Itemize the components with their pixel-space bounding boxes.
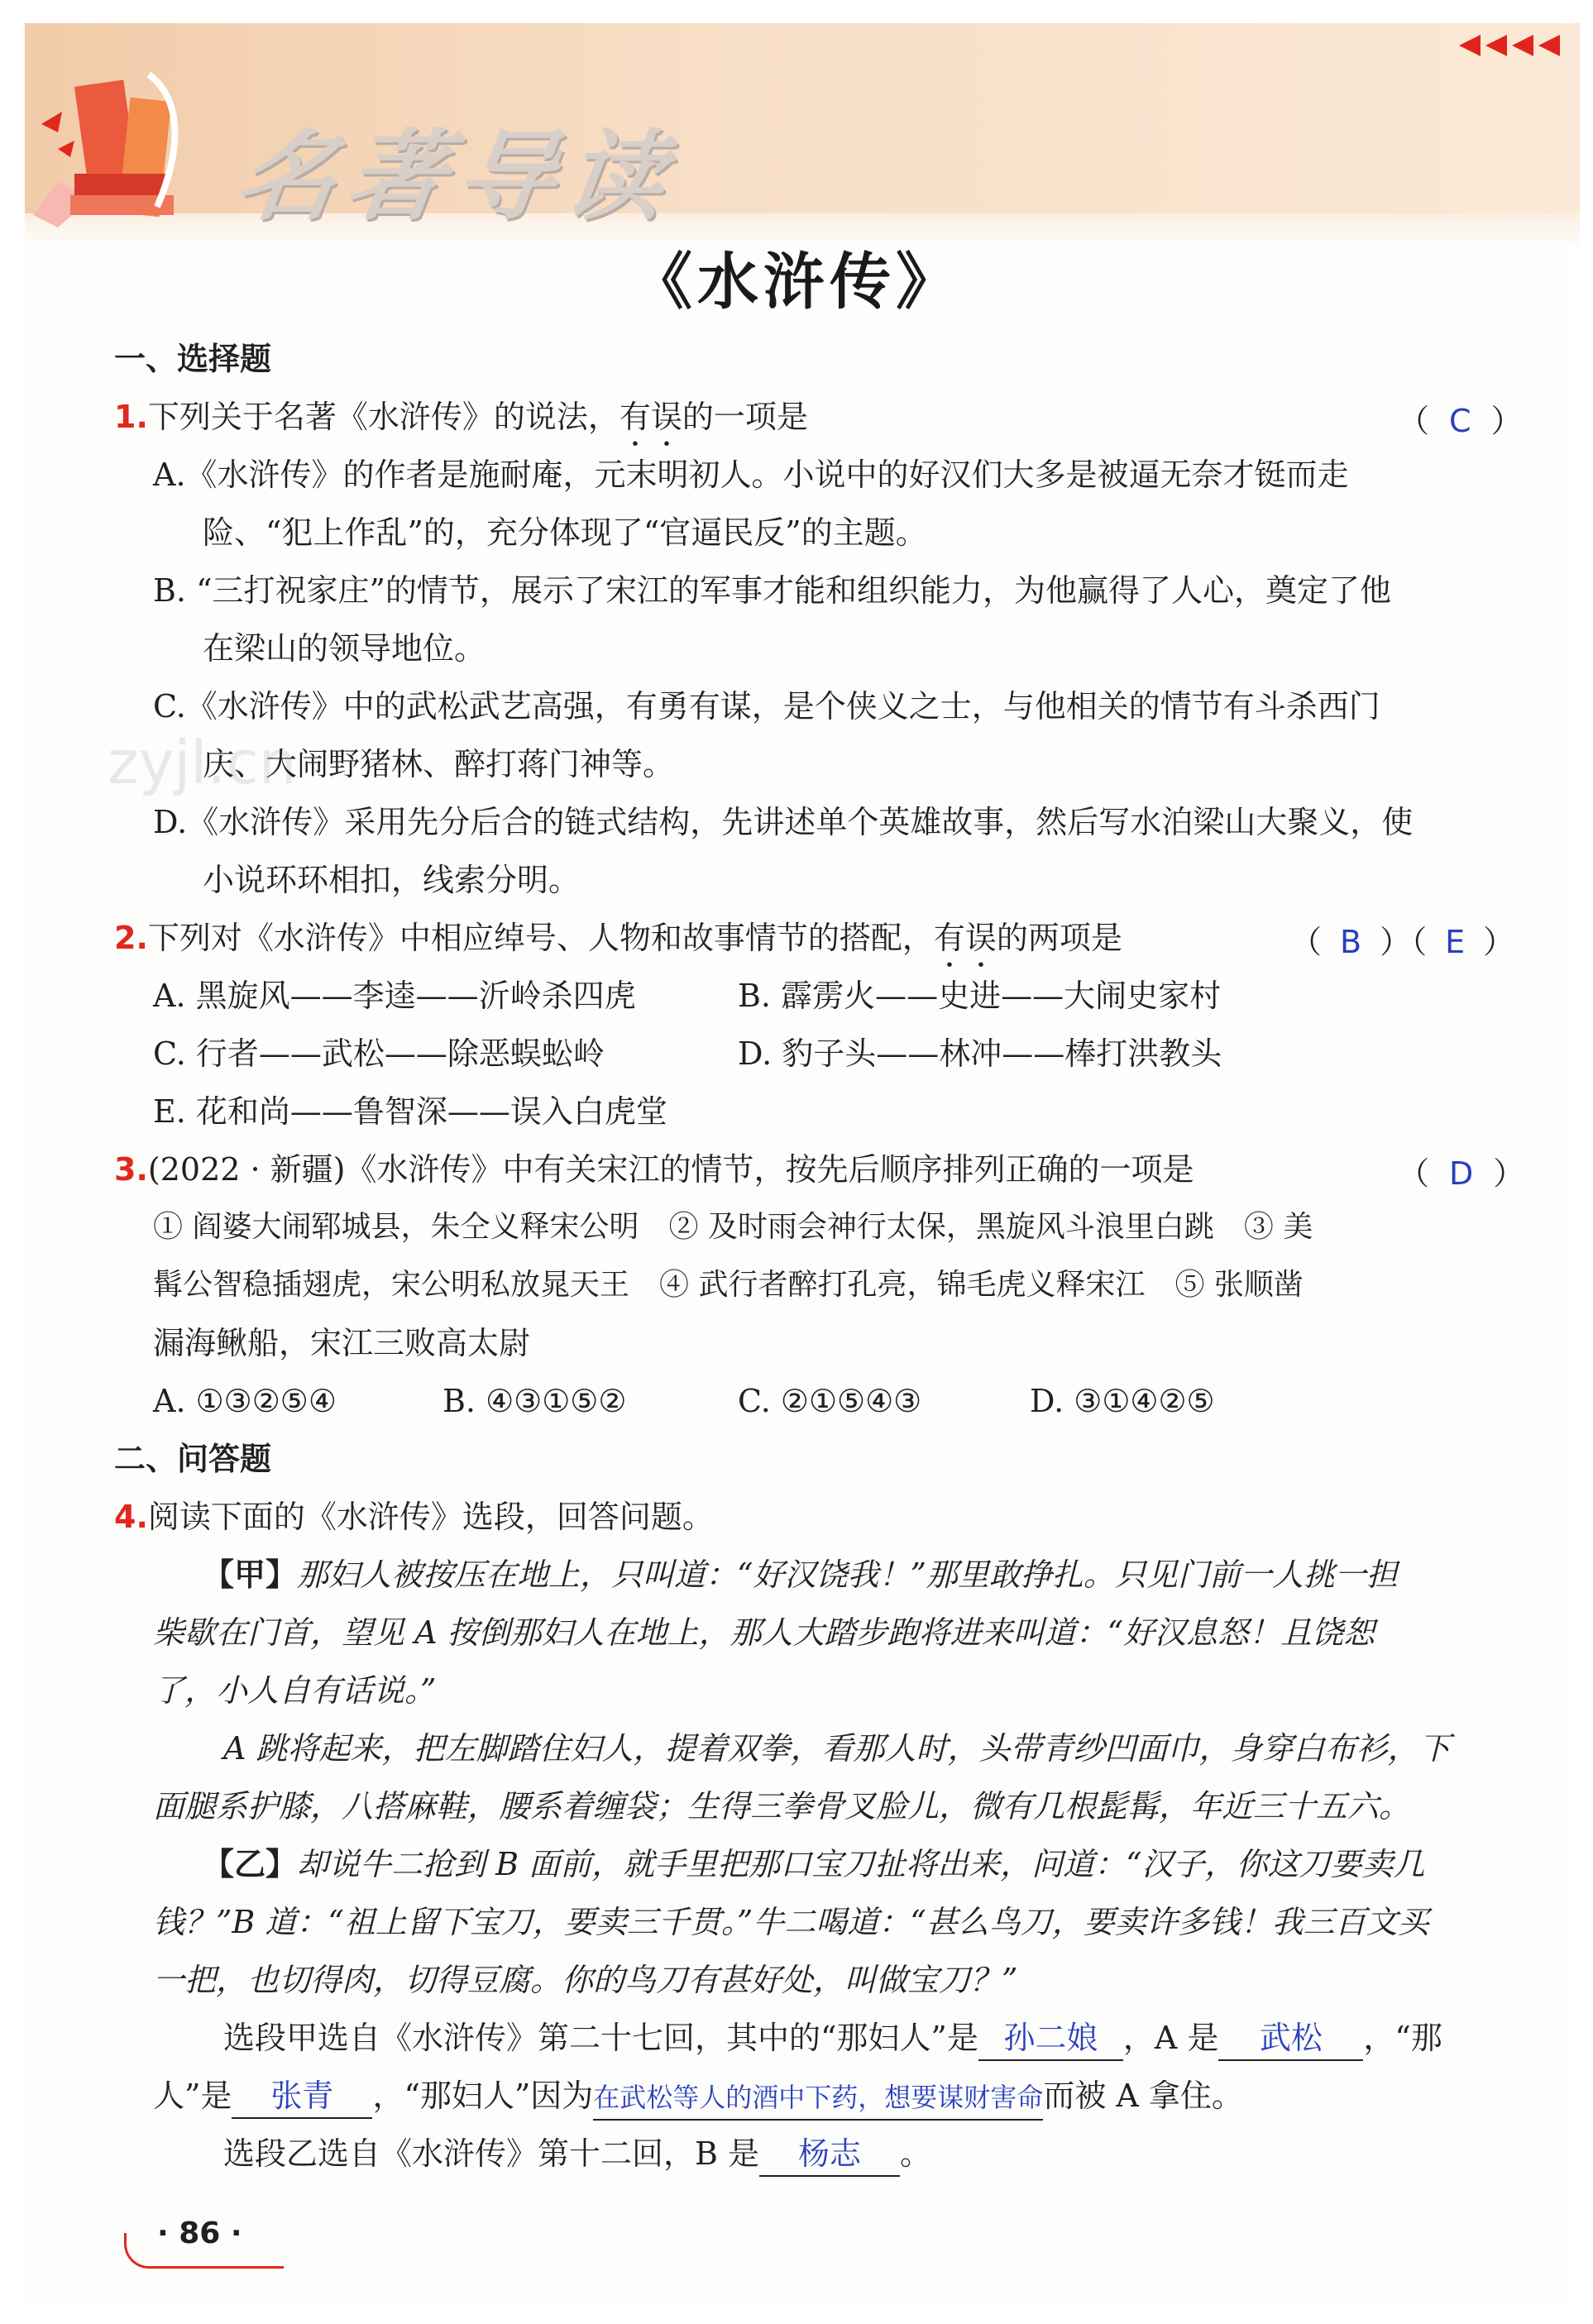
answer-paren: （ D ） (1398, 1155, 1525, 1192)
answer-value: E (1445, 924, 1466, 960)
option-b: B. “三打祝家庄”的情节，展示了宋江的军事才能和组织能力，为他赢得了人心，奠定了他 (153, 572, 1391, 609)
fill-blank: 武松 (1218, 2016, 1363, 2061)
question-1-stem: 1.下列关于名著《水浒传》的说法，有误的一项是 (114, 399, 808, 435)
option-c: C.《水浒传》中的武松武艺高强，有勇有谋，是个侠义之士，与他相关的情节有斗杀西门 (153, 688, 1380, 724)
question-number: 1. (114, 399, 148, 435)
question-2-stem: 2.下列对《水浒传》中相应绰号、人物和故事情节的搭配，有误的两项是 (114, 920, 1122, 956)
option-e: E. 花和尚——鲁智深——误入白虎堂 (153, 1093, 667, 1130)
answer-value: D (1449, 1155, 1474, 1192)
answer-paren: （ C ） (1398, 403, 1523, 439)
option-c: C. ②①⑤④③ (738, 1383, 922, 1419)
passage-jia-line: 柴歇在门首，望见 A 按倒那妇人在地上，那人大踏步跑将进来叫道：“好汉息怒！且饶恕 (153, 1614, 1375, 1651)
fill-blank: 孙二娘 (978, 2016, 1123, 2061)
page-title: 《水浒传》 (631, 246, 962, 318)
answer-line-3: 选段乙选自《水浒传》第十二回，B 是 杨志 。 (223, 2132, 931, 2177)
answer-line-2: 人”是 张青 ，“那妇人”因为在武松等人的酒中下药，想要谋财害命而被 A 拿住。 (153, 2074, 1243, 2121)
option-d: D. 豹子头——林冲——棒打洪教头 (738, 1035, 1222, 1072)
arrow-icon (1512, 35, 1533, 56)
plot-list-line: ① 阎婆大闹郓城县，朱仝义释宋公明 ② 及时雨会神行太保，黑旋风斗浪里白跳 ③ 美 (153, 1210, 1313, 1244)
option-c-cont: 庆、大闹野猪林、醉打蒋门神等。 (203, 746, 675, 782)
question-number: 3. (114, 1151, 148, 1188)
arrow-icon (1485, 35, 1507, 56)
option-b: B. ④③①⑤② (442, 1383, 627, 1419)
decorative-arrows (1459, 35, 1560, 56)
option-d: D. ③①④②⑤ (1030, 1383, 1215, 1419)
answer-line-1: 选段甲选自《水浒传》第二十七回，其中的“那妇人”是 孙二娘 ，A 是 武松 ，“那 (223, 2016, 1442, 2061)
option-c: C. 行者——武松——除恶蜈蚣岭 (153, 1035, 605, 1072)
option-a: A. 黑旋风——李逵——沂岭杀四虎 (153, 978, 636, 1014)
passage-tag: 【甲】 (203, 1556, 298, 1593)
question-number: 4. (114, 1499, 148, 1535)
question-3-stem: 3.(2022 · 新疆)《水浒传》中有关宋江的情节，按先后顺序排列正确的一项是 (114, 1151, 1194, 1188)
books-icon (25, 50, 215, 232)
arrow-icon (1538, 35, 1560, 56)
option-b-cont: 在梁山的领导地位。 (203, 630, 486, 667)
page-number: · 86 · (157, 2216, 242, 2250)
question-number: 2. (114, 920, 148, 956)
answer-paren: （ B ）（ E ） (1290, 924, 1515, 960)
passage-yi-line: 钱？”B 道：“祖上留下宝刀，要卖三千贯。”牛二喝道：“甚么鸟刀，要卖许多钱！我三百文买 (153, 1904, 1429, 1940)
fill-blank: 杨志 (759, 2132, 900, 2177)
passage-jia-line: 了，小人自有话说。” (153, 1672, 437, 1709)
option-a-cont: 险、“犯上作乱”的，充分体现了“官逼民反”的主题。 (203, 514, 927, 551)
fill-blank: 在武松等人的酒中下药，想要谋财害命 (593, 2076, 1043, 2121)
passage-jia-line: 【甲】那妇人被按压在地上，只叫道：“好汉饶我！”那里敢挣扎。只见门前一人挑一担 (203, 1556, 1398, 1593)
section-heading: 二、问答题 (114, 1441, 272, 1477)
fill-blank: 张青 (232, 2074, 372, 2119)
option-a: A. ①③②⑤④ (153, 1383, 337, 1419)
passage-jia-line: 面腿系护膝，八搭麻鞋，腰系着缠袋；生得三拳骨叉脸儿，微有几根髭髯，年近三十五六。 (153, 1788, 1411, 1824)
option-a: A.《水浒传》的作者是施耐庵，元末明初人。小说中的好汉们大多是被逼无奈才铤而走 (153, 457, 1349, 493)
option-b: B. 霹雳火——史进——大闹史家村 (738, 978, 1222, 1014)
plot-list-line: 漏海鳅船，宋江三败高太尉 (153, 1325, 531, 1361)
passage-yi-line: 【乙】却说牛二抢到 B 面前，就手里把那口宝刀扯将出来，问道：“汉子，你这刀要卖几 (203, 1845, 1425, 1882)
question-4-stem: 4.阅读下面的《水浒传》选段，回答问题。 (114, 1499, 714, 1535)
option-d: D.《水浒传》采用先分后合的链式结构，先讲述单个英雄故事，然后写水泊梁山大聚义，使 (153, 804, 1414, 840)
plot-list-line: 髯公智稳插翅虎，宋公明私放晁天王 ④ 武行者醉打孔亮，锦毛虎义释宋江 ⑤ 张顺凿 (153, 1268, 1304, 1302)
passage-yi-line: 一把，也切得肉，切得豆腐。你的鸟刀有甚好处，叫做宝刀？” (153, 1962, 1018, 1998)
banner-title: 名著导读 (230, 119, 684, 233)
passage-jia-line: A 跳将起来，把左脚踏住妇人，提着双拳，看那人时，头带青纱凹面巾，身穿白布衫，下 (223, 1730, 1451, 1767)
option-d-cont: 小说环环相扣，线索分明。 (203, 862, 581, 898)
watermark: zyjl.cn (108, 728, 297, 797)
section-heading: 一、选择题 (114, 341, 272, 377)
passage-tag: 【乙】 (203, 1845, 298, 1882)
answer-value: B (1340, 924, 1362, 960)
arrow-icon (1459, 35, 1481, 56)
answer-value: C (1449, 403, 1471, 439)
